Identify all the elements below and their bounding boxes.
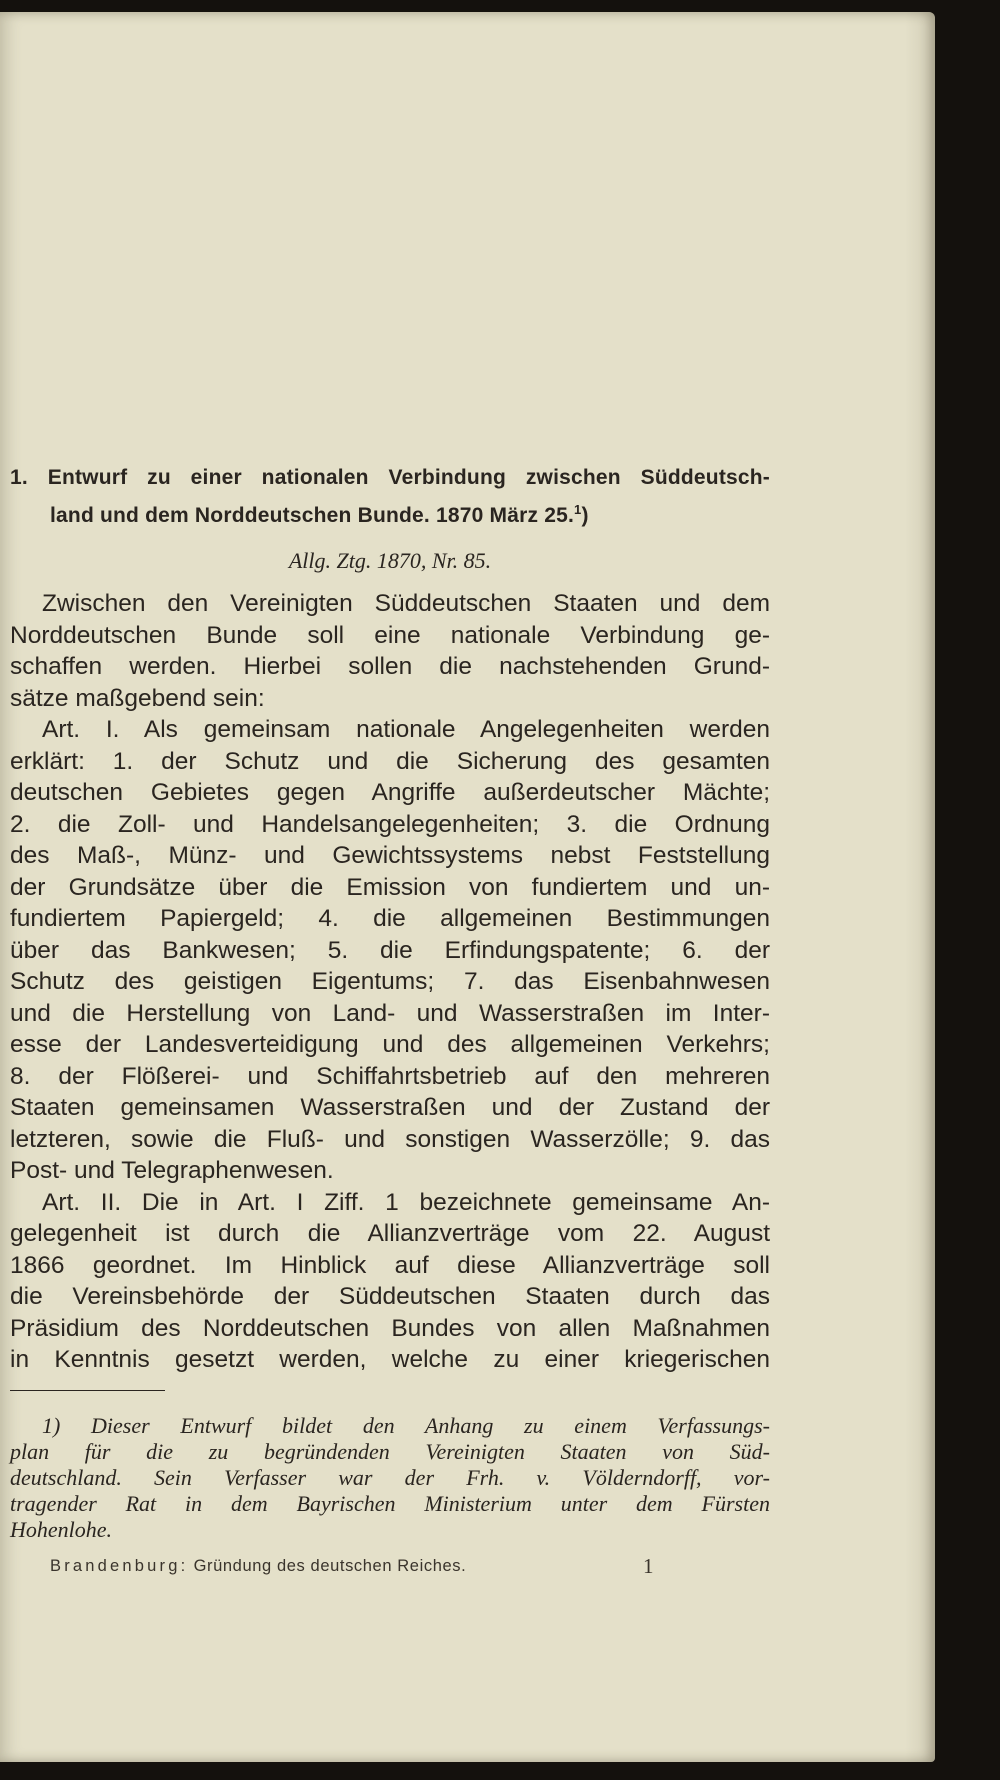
paragraph-intro [10, 588, 770, 714]
text-line: des Maß-, Münz- und Gewichtssystems nebst Feststellung [10, 842, 770, 869]
footnote-line: deutschland. Sein Verfasser war der Frh. v. Völderndorff, vor- [10, 1464, 770, 1490]
text-line: sätze maßgebend sein: [10, 684, 265, 712]
text-line: Art. II. Die in Art. I Ziff. 1 bezeichnete gemeinsame An- [42, 1188, 770, 1216]
text-line: der Grundsätze über die Emission von fundiertem und un- [10, 873, 770, 901]
text-line: Zwischen den Vereinigten Süddeutschen Staaten und dem [42, 590, 770, 617]
page-content [10, 462, 770, 1581]
heading-footnote-close: ) [581, 504, 589, 527]
signature-name: Brandenburg: [50, 1556, 189, 1575]
text-line: und die Herstellung von Land- und Wasserstraßen im Inter- [10, 999, 770, 1027]
heading-title-2: land und dem Norddeutschen Bunde. 1870 März 25. [50, 504, 575, 527]
text-line: Schutz des geistigen Eigentums; 7. das Eisenbahnwesen [10, 968, 770, 995]
footnote-line: plan für die zu begründenden Vereinigten Staaten von Süd- [10, 1438, 770, 1464]
text-line: Präsidium des Norddeutschen Bundes von allen Maßnahmen [10, 1314, 770, 1342]
text-line: Art. I. Als gemeinsam nationale Angelegenheiten werden [42, 716, 770, 743]
document-heading [10, 462, 770, 532]
text-line: gelegenheit ist durch die Allianzverträge vom 22. August [10, 1220, 770, 1247]
signature-line [10, 1551, 770, 1581]
paragraph-article-2 [10, 1187, 770, 1376]
text-line: fundiertem Papiergeld; 4. die allgemeinen Bestimmungen [10, 905, 770, 932]
footnote [10, 1413, 770, 1543]
heading-number: 1. [10, 466, 28, 489]
signature-title: Gründung des deutschen Reiches. [193, 1556, 467, 1575]
text-line: 2. die Zoll- und Handelsangelegenheiten; 3. die Ordnung [10, 810, 770, 838]
text-line: über das Bankwesen; 5. die Erfindungspatente; 6. der [10, 936, 770, 964]
text-line: Norddeutschen Bunde soll eine nationale Verbindung ge- [10, 621, 770, 649]
text-line: 8. der Flößerei- und Schiffahrtsbetrieb auf den mehreren [10, 1062, 770, 1090]
heading-line-1 [10, 462, 770, 494]
text-line: schaffen werden. Hierbei sollen die nachstehenden Grund- [10, 653, 770, 680]
text-line: letzteren, sowie die Fluß- und sonstigen Wasserzölle; 9. das [10, 1125, 770, 1153]
text-line: Staaten gemeinsamen Wasserstraßen und der Zustand der [10, 1094, 770, 1121]
heading-footnote-mark: 1 [574, 502, 582, 517]
book-page [0, 12, 935, 1762]
text-line: deutschen Gebietes gegen Angriffe außerdeutscher Mächte; [10, 779, 770, 806]
text-line: in Kenntnis gesetzt werden, welche zu einer kriegerischen [10, 1346, 770, 1373]
heading-title-1: Entwurf zu einer nationalen Verbindung zwischen Süddeutsch- [47, 466, 770, 489]
text-line: die Vereinsbehörde der Süddeutschen Staaten durch das [10, 1283, 770, 1310]
text-line: esse der Landesverteidigung und des allgemeinen Verkehrs; [10, 1031, 770, 1058]
text-line: Post- und Telegraphenwesen. [10, 1157, 334, 1184]
paragraph-article-1 [10, 714, 770, 1187]
footnote-line: 1) Dieser Entwurf bildet den Anhang zu einem Verfassungs- [42, 1412, 770, 1438]
signature-text [50, 1551, 466, 1581]
footnote-divider [10, 1390, 165, 1391]
signature-number: 1 [643, 1553, 654, 1578]
footnote-line: Hohenlohe. [10, 1516, 113, 1542]
heading-line-2 [10, 494, 770, 532]
text-line: erklärt: 1. der Schutz und die Sicherung des gesamten [10, 747, 770, 775]
footnote-line: tragender Rat in dem Bayrischen Ministerium unter dem Fürsten [10, 1490, 770, 1516]
text-line: 1866 geordnet. Im Hinblick auf diese Allianzverträge soll [10, 1251, 770, 1279]
source-citation: Allg. Ztg. 1870, Nr. 85. [288, 548, 492, 573]
